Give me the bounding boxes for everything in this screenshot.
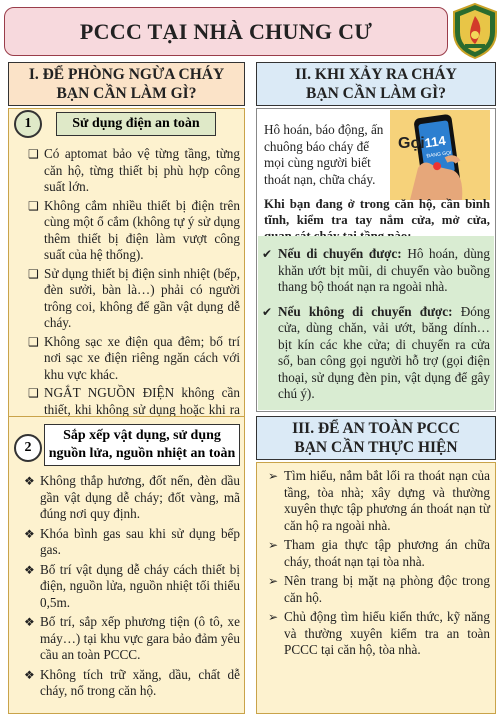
section-safety-heading-line1: III. ĐỂ AN TOÀN PCCC [292,420,460,437]
subsection-fire-source-title-line2: nguồn lửa, nguồn nhiệt an toàn [48,446,236,461]
section-prevention-heading-line2: BẠN CẦN LÀM GÌ? [56,85,197,102]
subsection-number-2: 2 [14,434,42,462]
list-item: ❖ Không thắp hương, đốt nến, đèn dầu gần vật dụng dễ cháy; đốt vàng, mã đúng nơi quy định. [24,473,240,521]
fire-source-list [24,473,240,700]
list-item: ❖ Khóa bình gas sau khi sử dụng bếp gas. [24,525,240,557]
electric-list [28,146,240,437]
subsection-fire-source-title-line1: Sắp xếp vật dụng, sử dụng [63,428,221,443]
section-safety-heading [256,416,496,460]
subsection-electric-title: Sử dụng điện an toàn [56,112,216,136]
subsection-number-1: 1 [14,110,42,138]
case-can-move-label: Nếu di chuyển được: [278,246,402,261]
fire-police-emblem-icon [452,2,498,60]
section-when-fire-heading-line2: BẠN CẦN LÀM GÌ? [306,85,446,102]
case-can-move-text: Hô hoán, dùng khăn ướt bịt mũi, di chuyển vào buồng thang bộ thoát nạn ra ngoài nhà. [278,246,490,294]
safety-list [268,468,490,659]
escape-cases-list [262,246,491,403]
section-when-fire [256,62,498,412]
case-cannot-move-label: Nếu không di chuyển được: [278,303,453,319]
section-safety-heading-line2: BẠN CẦN THỰC HIỆN [294,439,458,456]
list-item: ❖ Bố trí vật dụng dễ cháy cách thiết bị điện, nguồn lửa, nguồn nhiệt tối thiểu 0,5m. [24,561,240,610]
list-item: ❖ Bố trí, sắp xếp phương tiện (ô tô, xe máy…) tại khu vực gara bảo đảm yêu cầu an toàn PCCC. [24,614,240,662]
phone-call-icon [390,110,490,200]
section-when-fire-heading-line1: II. KHI XẢY RA CHÁY [295,66,457,83]
section-prevention-heading-line1: I. ĐỂ PHÒNG NGỪA CHÁY [28,66,225,83]
list-item: ➢ Tìm hiểu, nắm bắt lối ra thoát nạn của tầng, tòa nhà; xây dựng và thường xuyên thực tập phương án thoát nạn từ căn hộ ra ngoài nhà. [268,468,490,533]
list-item: ➢ Chủ động tìm hiểu kiến thức, kỹ năng và thường xuyên kiểm tra an toàn PCCC tại căn hộ, tòa nhà. [268,609,490,657]
list-item: ❑ Không cắm nhiều thiết bị điện trên cùng một ổ cắm (không tự ý sử dụng thêm thiết bị điện làm vượt công suất của hệ thống). [28,197,240,262]
section-safety [256,416,498,714]
list-item: ➢ Nên trang bị mặt nạ phòng độc trong căn hộ. [268,573,490,605]
section-prevention-heading [8,62,245,106]
list-item: ❑ Không sạc xe điện qua đêm; bố trí nơi sạc xe điện riêng ngăn cách với khu vực khác. [28,333,240,382]
list-item: ❖ Không tích trữ xăng, dầu, chất dễ cháy, nổ trong căn hộ. [24,666,240,698]
case-can-move: ✔ Nếu di chuyển được: Hô hoán, dùng khăn ướt bịt mũi, di chuyển vào buồng thang bộ thoát nạn ra ngoài nhà. [262,246,490,294]
phone-call-text: Gọi [398,135,425,152]
list-item: ➢ Tham gia thực tập phương án chữa cháy, thoát nạn tại tòa nhà. [268,537,490,569]
section-prevention [4,62,249,714]
phone-calling-label: ĐANG GỌI [426,150,452,160]
in-apartment-note: Khi bạn đang ở trong căn hộ, cần bình tĩnh, kiểm tra tay nắm cửa, mở cửa, [264,197,490,227]
page-title: PCCC TẠI NHÀ CHUNG CƯ [79,18,373,44]
case-cannot-move-text: Đóng cửa, dùng chăn, vải ướt, băng dính… bịt kín các khe cửa; di chuyển ra cửa sổ, ban công gọi người hỗ trợ (gọi điện thoại, sử dụng đèn pin, vật dụng để gây chú ý). [278,303,491,401]
alarm-intro: Hô hoán, báo động, ấn chuông báo cháy để mọi cùng người biết thoát nạn, chữa cháy. [264,122,384,187]
case-cannot-move: ✔ Nếu không di chuyển được: Đóng cửa, dùng chăn, vải ướt, băng dính… bịt kín các khe cửa; di chuyển ra cửa sổ, ban công gọi người hỗ trợ (gọi điện thoại, sử dụng đèn pin, vật dụng để gây chú ý). [262,303,491,401]
list-item: ❑ Sử dụng thiết bị điện sinh nhiệt (bếp, đèn sưởi, bàn là…) phải có người trông coi, không để gần vật dụng dễ cháy. [28,265,240,330]
section-when-fire-heading [256,62,496,106]
list-item: ❑ NGẮT NGUỒN ĐIỆN không cần thiết, khi không sử dụng hoặc khi ra [28,385,240,417]
title-banner [4,7,448,56]
phone-number-text: 114 [423,132,447,151]
subsection-fire-source-title [44,424,240,466]
list-item: ❑ Có aptomat bảo vệ từng tầng, từng căn hộ, từng thiết bị phù hợp công suất lớn. [28,146,240,194]
